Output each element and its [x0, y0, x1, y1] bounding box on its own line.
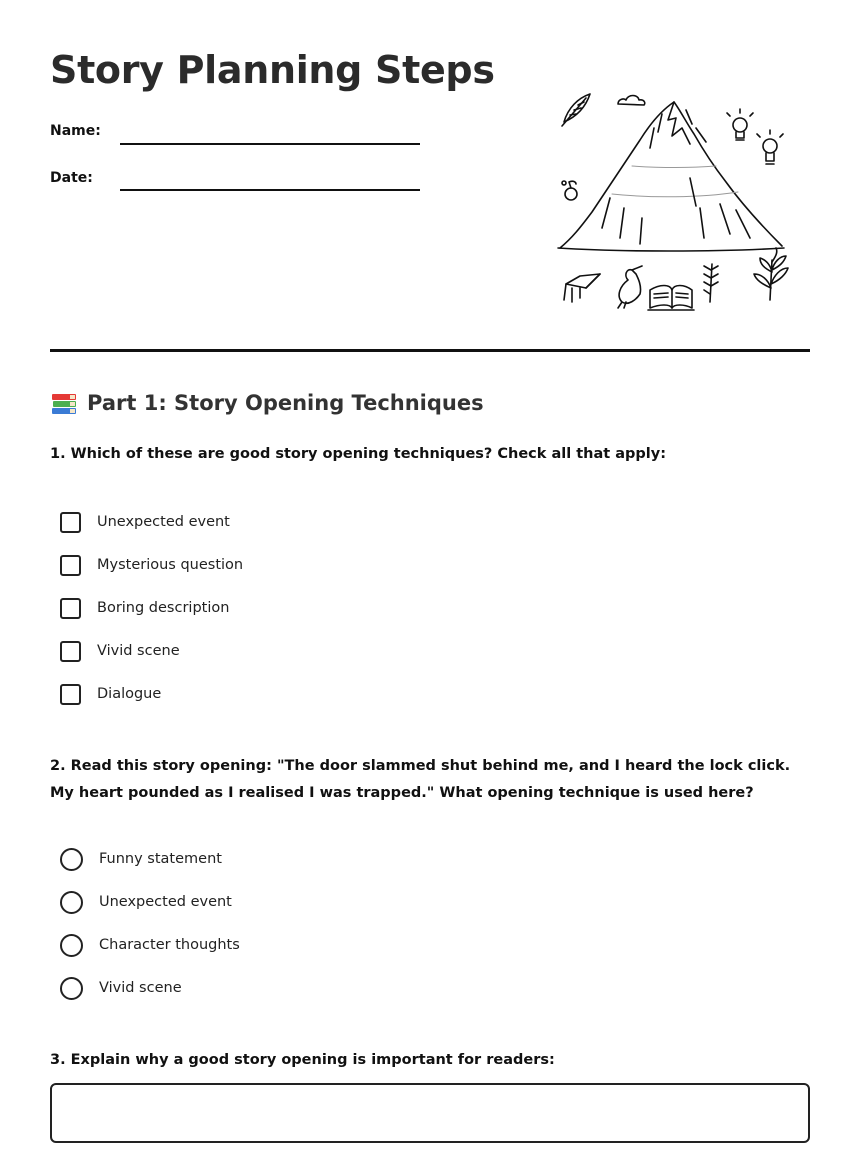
option-label: Vivid scene: [99, 980, 182, 996]
q1-option-dialogue[interactable]: [60, 682, 161, 706]
q2-option-funny-statement[interactable]: [60, 847, 222, 871]
checkbox[interactable]: [60, 641, 81, 662]
option-label: Unexpected event: [97, 514, 230, 530]
name-field[interactable]: [120, 143, 420, 145]
option-label: Character thoughts: [99, 937, 240, 953]
checkbox[interactable]: [60, 684, 81, 705]
q2-option-vivid-scene[interactable]: [60, 976, 182, 1000]
book-icon: [564, 274, 600, 302]
option-label: Dialogue: [97, 686, 162, 702]
books-icon: [50, 390, 78, 416]
answer-textarea[interactable]: [50, 1083, 810, 1143]
date-field[interactable]: [120, 189, 420, 191]
q1-option-vivid-scene[interactable]: [60, 639, 180, 663]
feather-icon: [562, 94, 590, 126]
mountain-icon: [558, 102, 784, 251]
section-heading: [50, 390, 484, 416]
question-3-text: 3. Explain why a good story opening is important for readers:: [50, 1052, 555, 1068]
q2-option-character-thoughts[interactable]: [60, 933, 240, 957]
option-label: Vivid scene: [97, 643, 180, 659]
cloud-icon: [618, 96, 645, 106]
radio-button[interactable]: [60, 977, 83, 1000]
leaf-branch-icon: [754, 248, 788, 300]
checkbox[interactable]: [60, 555, 81, 576]
option-label: Mysterious question: [97, 557, 244, 573]
question-1-text: 1. Which of these are good story opening techniques? Check all that apply:: [50, 446, 667, 462]
q2-option-unexpected-event[interactable]: [60, 890, 232, 914]
apple-icon: [562, 181, 577, 200]
radio-button[interactable]: [60, 891, 83, 914]
open-book-icon: [648, 286, 694, 311]
name-label: Name:: [50, 123, 101, 139]
story-mountain-icon: [550, 88, 800, 318]
checkbox[interactable]: [60, 512, 81, 533]
checkbox[interactable]: [60, 598, 81, 619]
option-label: Funny statement: [99, 851, 222, 867]
q1-option-boring-description[interactable]: [60, 596, 229, 620]
lightbulb-icon: [727, 109, 753, 140]
question-2-text: 2. Read this story opening: "The door slammed shut behind me, and I heard the lock click. My heart pounded as I realised I was trapped." What opening technique is used here?: [50, 758, 791, 801]
section-heading-text: Part 1: Story Opening Techniques: [87, 391, 484, 415]
date-label: Date:: [50, 170, 93, 186]
bird-icon: [618, 266, 642, 308]
radio-button[interactable]: [60, 934, 83, 957]
option-label: Boring description: [97, 600, 230, 616]
page-title: Story Planning Steps: [50, 48, 495, 92]
lightbulb-icon: [757, 130, 783, 164]
header-divider: [50, 349, 810, 352]
q1-option-mysterious-question[interactable]: [60, 553, 243, 577]
plant-icon: [704, 264, 718, 302]
radio-button[interactable]: [60, 848, 83, 871]
option-label: Unexpected event: [99, 894, 232, 910]
q1-option-unexpected-event[interactable]: [60, 510, 230, 534]
